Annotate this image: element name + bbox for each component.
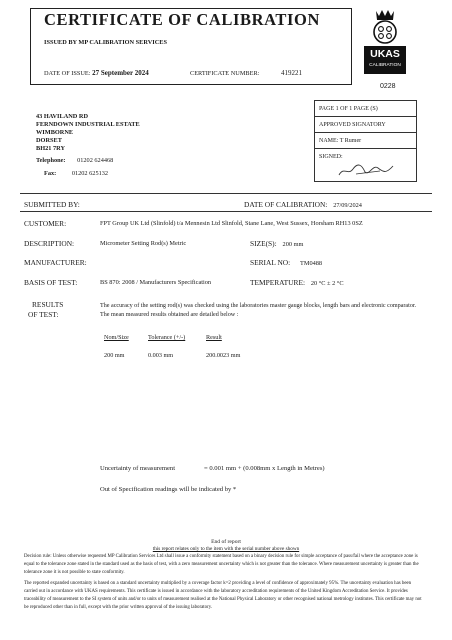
footer-notes: [24, 553, 424, 612]
basis-of-test-label: BASIS OF TEST:: [24, 278, 78, 287]
submitted-by-label: SUBMITTED BY:: [24, 200, 80, 209]
telephone-label: Telephone:: [36, 157, 66, 164]
serial-number: [250, 258, 322, 267]
fax-label: Fax:: [44, 170, 57, 177]
customer-value: FPT Group UK Ltd (Slinfold) t/a Mennesin Ltd Slinfold, Stane Lane, West Sussex, Horsham RH13 0SZ: [100, 220, 363, 227]
issued-by: ISSUED BY MP CALIBRATION SERVICES: [44, 39, 167, 46]
fax: [44, 170, 108, 177]
approved-signatory-box: APPROVED SIGNATORY: [314, 116, 417, 132]
page-count-box: PAGE 1 OF 1 PAGE (S): [314, 100, 417, 116]
serial-value: TM0488: [300, 260, 323, 267]
address-line-1: 43 HAVILAND RD: [36, 113, 89, 120]
reproduction-notice: this report relates only to the item with the serial number above shown: [152, 546, 300, 552]
uncertainty-label: Uncertainty of measurement: [100, 465, 176, 472]
address-line-5: BH21 7RY: [36, 145, 65, 152]
footer-decision-rule: Decision rule: Unless otherwise requested MP Calibration Services Ltd shall issue a conformity statement based on a binary decision rule for simple acceptance of pass/fail where the acceptance zone is equal to the tolerance zone stated in the standard used as the basis of test, with a zero measurement uncertainty which is not greater than the tolerance. Where measurement uncertainty is greater than the tolerance zone it is not possible to state conformity.: [24, 554, 419, 575]
description-label: DESCRIPTION:: [24, 239, 75, 248]
signed-label: SIGNED:: [319, 154, 343, 160]
ukas-logo: [362, 8, 408, 76]
description-value: Micrometer Setting Rod(s) Metric: [100, 240, 187, 247]
out-of-spec-note: Out of Specification readings will be indicated by *: [100, 486, 237, 493]
results-description: The accuracy of the setting rod(s) was checked using the laboratories master gauge blocks, length bars and electronic comparator. The mean measured results obtained are detailed below :: [100, 303, 417, 318]
results-label-line-2: OF TEST:: [28, 310, 59, 319]
date-of-calibration-label: DATE OF CALIBRATION:: [244, 200, 328, 209]
certificate-title: CERTIFICATE OF CALIBRATION: [44, 10, 320, 29]
size-value: 200 mm: [282, 241, 304, 248]
size: [250, 239, 303, 248]
fax-value: 01202 625132: [71, 170, 109, 177]
date-of-calibration-value: 27/09/2024: [333, 202, 362, 209]
temperature: [250, 278, 344, 287]
table-header-nom-size: Nom/Size: [104, 334, 129, 341]
customer-label: CUSTOMER:: [24, 219, 67, 228]
temperature-label: TEMPERATURE:: [250, 278, 306, 287]
end-of-report: End of report: [211, 539, 241, 545]
date-of-issue-value: 27 September 2024: [92, 69, 149, 77]
certificate-number-value: 419221: [281, 69, 302, 77]
telephone: [36, 157, 113, 164]
temperature-value: 20 °C ± 2 °C: [310, 280, 344, 287]
signatory-name-box: NAME: T Rumer: [314, 132, 417, 148]
results-label-line-1: RESULTS: [32, 300, 64, 309]
date-of-calibration: [244, 200, 362, 209]
table-cell-result: 200.0023 mm: [206, 352, 241, 359]
serial-label: SERIAL NO:: [250, 258, 291, 267]
ukas-name: UKAS: [370, 48, 400, 60]
table-header-tolerance: Tolerance (+/-): [148, 334, 186, 341]
divider-top: [20, 193, 432, 194]
uncertainty-value: = 0.001 mm + (0.008mm x Length in Metres): [204, 465, 325, 472]
table-cell-size: 200 mm: [104, 352, 125, 359]
table-cell-tolerance: 0.003 mm: [148, 352, 174, 359]
date-of-issue: [44, 69, 149, 77]
table-header-result: Result: [206, 334, 222, 341]
signature-icon: [336, 160, 396, 180]
footer-uncertainty-statement: The reported expanded uncertainty is based on a standard uncertainty multiplied by a coverage factor k=2 providing a level of confidence of approximately 95%. The uncertainty evaluation has been carried out in accordance with UKAS requirements. This certificate is issued in accordance with the laboratory accreditation requirements of the United Kingdom Accreditation Service. It provides traceability of measurement to the SI system of units and/or to units of measurement realised at the National Physical Laboratory or other recognised national metrology institutes. This certificate may not be reproduced other than in full, except with the prior written approval of the issuing laboratory.: [24, 581, 422, 610]
manufacturer-label: MANUFACTURER:: [24, 258, 87, 267]
divider-2: [20, 211, 432, 212]
address-line-2: FERNDOWN INDUSTRIAL ESTATE: [36, 121, 140, 128]
date-of-issue-label: DATE OF ISSUE:: [44, 70, 91, 77]
size-label: SIZE(S):: [250, 239, 277, 248]
address-line-4: DORSET: [36, 137, 62, 144]
ukas-subtitle: CALIBRATION: [369, 63, 401, 68]
address-line-3: WIMBORNE: [36, 129, 74, 136]
telephone-value: 01202 624468: [77, 157, 114, 164]
basis-of-test-value: BS 870: 2008 / Manufacturers Specification: [100, 279, 212, 286]
certificate-number: [190, 69, 302, 77]
ukas-accreditation-number: 0228: [380, 83, 396, 90]
certificate-number-label: CERTIFICATE NUMBER:: [190, 70, 260, 77]
